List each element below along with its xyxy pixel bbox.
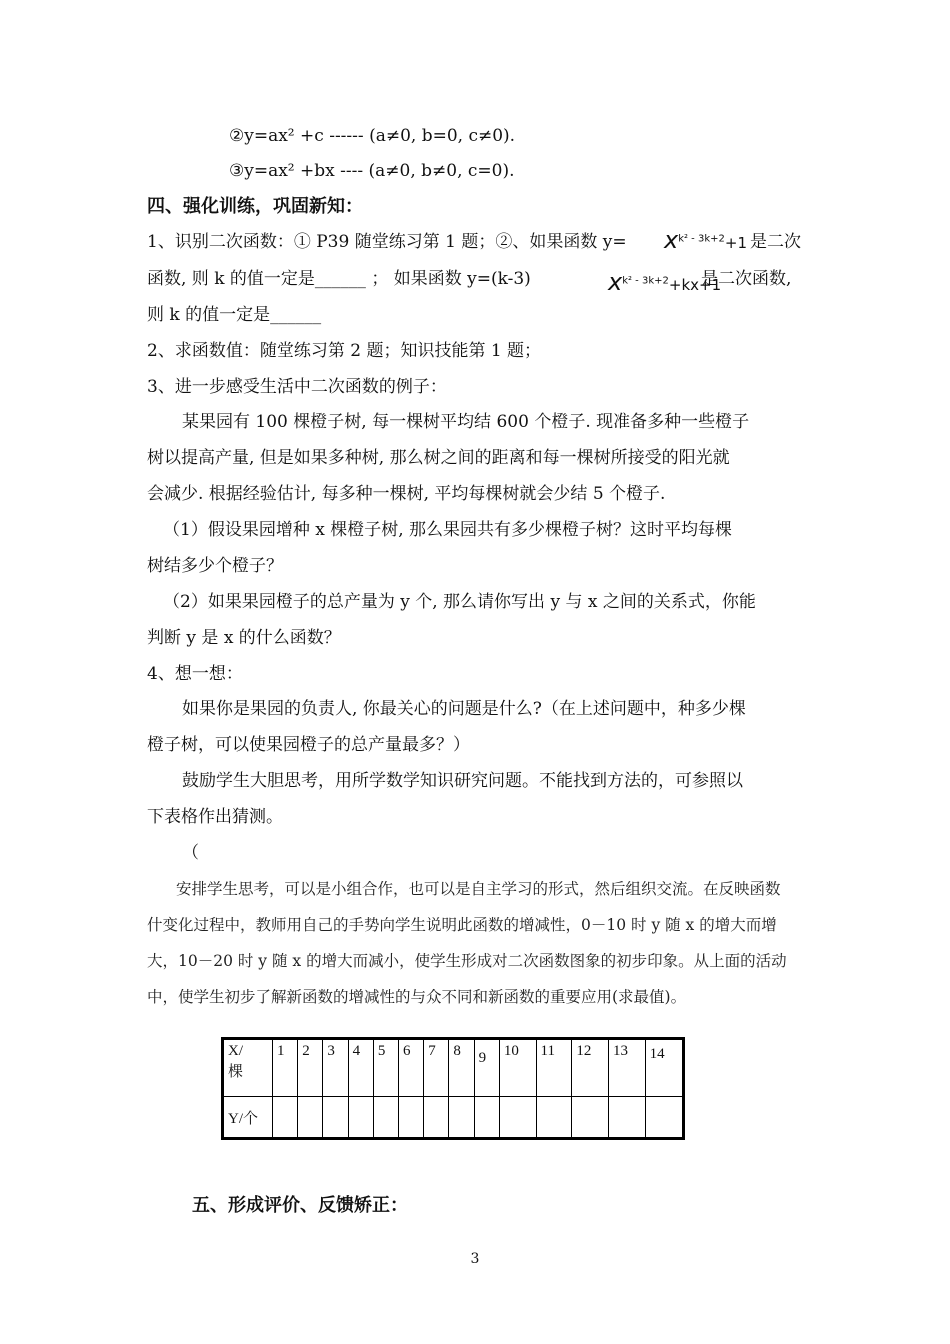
line-case-2: ②y=ax² +c ------ (a≠0, b=0, c≠0). — [229, 126, 516, 146]
table-cell — [348, 1097, 373, 1139]
para-17: 下表格作出猜测。 — [147, 807, 283, 827]
section-heading-5: 五、形成评价、反馈矫正： — [192, 1195, 408, 1216]
table-cell — [373, 1097, 398, 1139]
table-header-cell: 5 — [373, 1039, 398, 1097]
table-header-cell: 11 — [536, 1039, 572, 1097]
formula-2-base: x — [608, 268, 623, 296]
formula-1-tail: +1 — [724, 234, 747, 252]
para-15: 橙子树，可以使果园橙子的总产量最多？） — [147, 735, 470, 755]
table-cell — [273, 1097, 298, 1139]
table-cell — [449, 1097, 474, 1139]
table-cell — [536, 1097, 572, 1139]
para-5: 3、进一步感受生活中二次函数的例子： — [147, 377, 447, 397]
para-2b: 是二次函数, — [701, 269, 792, 289]
formula-1 — [664, 226, 747, 254]
table-row-y — [223, 1097, 684, 1139]
para-1b: 是二次 — [750, 232, 801, 252]
table-row-x — [223, 1039, 684, 1097]
para-11: （2）如果果园橙子的总产量为 y 个, 那么请你写出 y 与 x 之间的关系式，你能 — [163, 592, 756, 612]
table-header-cell: 3 — [323, 1039, 348, 1097]
table-header-cell: 4 — [348, 1039, 373, 1097]
table-header-cell: 10 — [499, 1039, 536, 1097]
small-para-2: 什变化过程中，教师用自己的手势向学生说明此函数的增减性，0－10 时 y 随 x 的增大而增 — [147, 916, 777, 934]
table-cell — [572, 1097, 609, 1139]
guess-table — [221, 1037, 685, 1140]
table-cell — [323, 1097, 348, 1139]
para-9: （1）假设果园增种 x 棵橙子树, 那么果园共有多少棵橙子树？这时平均每棵 — [163, 520, 733, 540]
line-case-3: ③y=ax² +bx ---- (a≠0, b≠0, c=0). — [229, 161, 515, 181]
table-header-cell: 14 — [645, 1039, 683, 1097]
table-header-cell: 7 — [424, 1039, 449, 1097]
para-14: 如果你是果园的负责人, 你最关心的问题是什么?（在上述问题中，种多少棵 — [182, 699, 746, 719]
table-header-cell: 9 — [474, 1039, 499, 1097]
para-18: （ — [182, 843, 199, 863]
table-header-cell: 13 — [609, 1039, 646, 1097]
para-4: 2、求函数值：随堂练习第 2 题；知识技能第 1 题； — [147, 341, 542, 361]
para-7: 树以提高产量, 但是如果多种树, 那么树之间的距离和每一棵树所接受的阳光就 — [147, 448, 730, 468]
table-cell — [499, 1097, 536, 1139]
para-1a: 1、识别二次函数：① P39 随堂练习第 1 题；②、如果函数 y= — [147, 232, 627, 252]
table-label-y: Y/个 — [223, 1097, 273, 1139]
formula-1-exponent: k² - 3k+2 — [678, 233, 725, 245]
formula-1-base: x — [664, 226, 679, 254]
para-3: 则 k 的值一定是______ — [147, 305, 322, 325]
table-header-cell: 1 — [273, 1039, 298, 1097]
section-heading-4: 四、强化训练，巩固新知： — [147, 196, 363, 217]
table-cell — [424, 1097, 449, 1139]
table-header-cell: 12 — [572, 1039, 609, 1097]
para-12: 判断 y 是 x 的什么函数？ — [147, 628, 341, 648]
table-cell — [298, 1097, 323, 1139]
formula-2-exponent: k² - 3k+2 — [622, 275, 669, 287]
para-2a: 函数, 则 k 的值一定是______ ； 如果函数 y=(k-3) — [147, 269, 531, 289]
table-cell — [474, 1097, 499, 1139]
table-header-cell: 6 — [399, 1039, 424, 1097]
small-para-4: 中，使学生初步了解新函数的增减性的与众不同和新函数的重要应用(求最值)。 — [147, 988, 687, 1006]
table-cell — [399, 1097, 424, 1139]
small-para-1: 安排学生思考，可以是小组合作，也可以是自主学习的形式，然后组织交流。在反映函数 — [176, 880, 781, 898]
para-10: 树结多少个橙子？ — [147, 556, 283, 576]
table-header-cell: 8 — [449, 1039, 474, 1097]
table-cell — [645, 1097, 683, 1139]
para-8: 会减少. 根据经验估计, 每多种一棵树, 平均每棵树就会少结 5 个橙子. — [147, 484, 666, 504]
para-13: 4、想一想： — [147, 664, 243, 684]
para-6: 某果园有 100 棵橙子树, 每一棵树平均结 600 个橙子. 现准备多种一些橙子 — [182, 412, 750, 432]
table-header-cell: 2 — [298, 1039, 323, 1097]
formula-2-tail: +kx+1 — [668, 276, 722, 294]
table-label-x: X/ 棵 — [223, 1039, 273, 1097]
table-cell — [609, 1097, 646, 1139]
small-para-3: 大，10－20 时 y 随 x 的增大而减小，使学生形成对二次函数图象的初步印象。从上面的活动 — [147, 952, 787, 970]
page-number: 3 — [470, 1251, 480, 1267]
para-16: 鼓励学生大胆思考，用所学数学知识研究问题。不能找到方法的，可参照以 — [182, 771, 743, 791]
